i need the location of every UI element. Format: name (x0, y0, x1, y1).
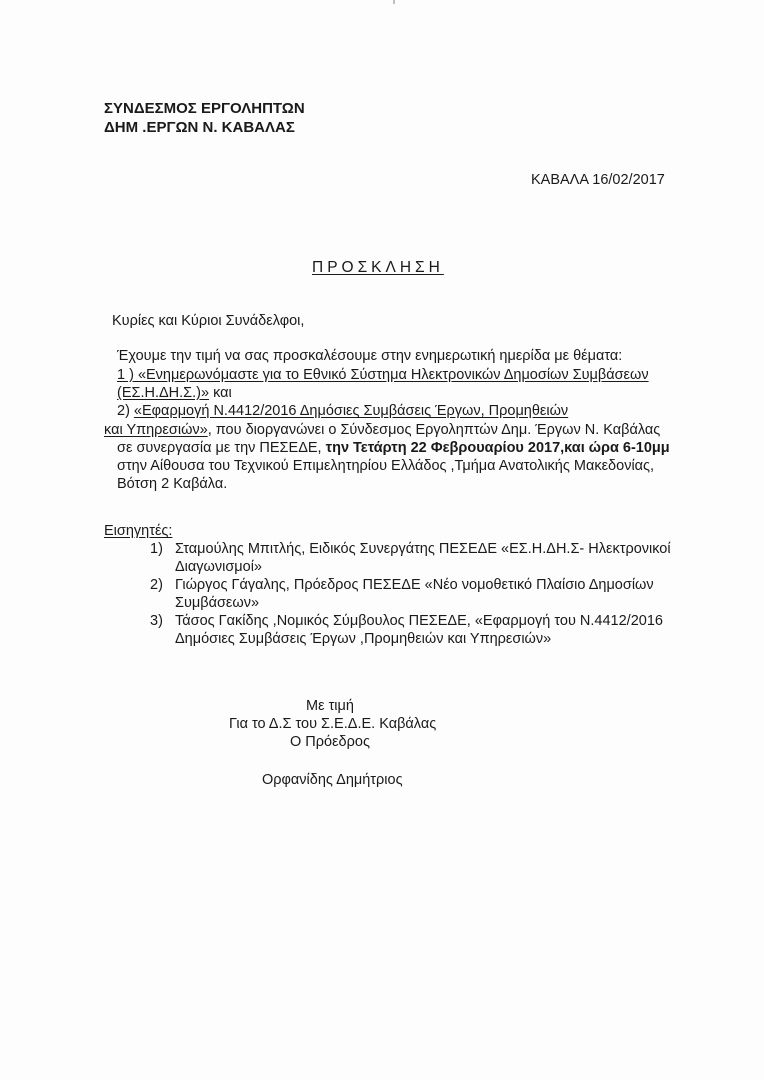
document-title: ΠΡΟΣΚΛΗΣΗ (312, 259, 444, 276)
speaker-2-number: 2) (150, 577, 163, 593)
event-line-plain: σε συνεργασία με την ΠΕΣΕΔΕ, (117, 440, 326, 456)
speaker-1-number: 1) (150, 541, 163, 557)
speaker-3-line1: Τάσος Γακίδης ,Νομικός Σύμβουλος ΠΕΣΕΔΕ, «Εφαρμογή του Ν.4412/2016 (175, 613, 663, 629)
topic-2-title-part2: και Υπηρεσιών» (104, 422, 208, 438)
topic-2-line2 (104, 422, 660, 438)
topic-1-line2-tail: και (209, 385, 232, 401)
topic-1-line2 (117, 385, 232, 401)
speaker-2-line1: Γιώργος Γάγαλης, Πρόεδρος ΠΕΣΕΔΕ «Νέο νομοθετικό Πλαίσιο Δημοσίων (175, 577, 654, 593)
topic-2-line1 (117, 403, 568, 419)
venue-line1: στην Αίθουσα του Τεχνικού Επιμελητηρίου Ελλάδος ,Τμήμα Ανατολικής Μακεδονίας, (117, 458, 655, 474)
sender-org-line1: ΣΥΝΔΕΣΜΟΣ ΕΡΓΟΛΗΠΤΩΝ (104, 100, 305, 117)
event-date-time: την Τετάρτη 22 Φεβρουαρίου 2017,και ώρα 6-10μμ (325, 440, 670, 456)
speakers-heading: Εισηγητές: (104, 523, 173, 539)
salutation: Κυρίες και Κύριοι Συνάδελφοι, (112, 313, 305, 329)
speaker-3-line2: Δημόσιες Συμβάσεις Έργων ,Προμηθειών και Υπηρεσιών» (175, 631, 552, 647)
speaker-3-number: 3) (150, 613, 163, 629)
signatory-name: Ορφανίδης Δημήτριος (262, 772, 403, 788)
date-line: ΚΑΒΑΛΑ 16/02/2017 (531, 172, 665, 188)
topic-2-title-part1: «Εφαρμογή Ν.4412/2016 Δημόσιες Συμβάσεις Έργων, Προμηθειών (133, 403, 569, 419)
sender-org-line2: ΔΗΜ .ΕΡΓΩΝ Ν. ΚΑΒΑΛΑΣ (104, 119, 295, 136)
closing-board: Για το Δ.Σ του Σ.Ε.Δ.Ε. Καβάλας (229, 716, 437, 732)
speaker-1-line2: Διαγωνισμοί» (175, 559, 262, 575)
topic-1-line2-underlined: (ΕΣ.Η.ΔΗ.Σ.)» (117, 385, 210, 401)
scan-top-mark (393, 0, 395, 4)
topic-2-line2-tail: , που διοργανώνει ο Σύνδεσμος Εργοληπτών Δημ. Έργων Ν. Καβάλας (207, 422, 661, 438)
topic-1-line1: 1 ) «Ενημερωνόμαστε για το Εθνικό Σύστημα Ηλεκτρονικών Δημοσίων Συμβάσεων (117, 367, 649, 383)
closing-role: Ο Πρόεδρος (290, 734, 370, 750)
closing-regards: Με τιμή (306, 698, 354, 714)
venue-line2: Βότση 2 Καβάλα. (117, 476, 228, 492)
speaker-1-line1: Σταμούλης Μπιτλής, Ειδικός Συνεργάτης ΠΕΣΕΔΕ «ΕΣ.Η.ΔΗ.Σ- Ηλεκτρονικοί (175, 541, 671, 557)
speaker-2-line2: Συμβάσεων» (175, 595, 260, 611)
topic-2-number: 2) (117, 403, 134, 419)
event-line (117, 440, 670, 456)
intro-line: Έχουμε την τιμή να σας προσκαλέσουμε στην ενημερωτική ημερίδα με θέματα: (117, 348, 623, 364)
